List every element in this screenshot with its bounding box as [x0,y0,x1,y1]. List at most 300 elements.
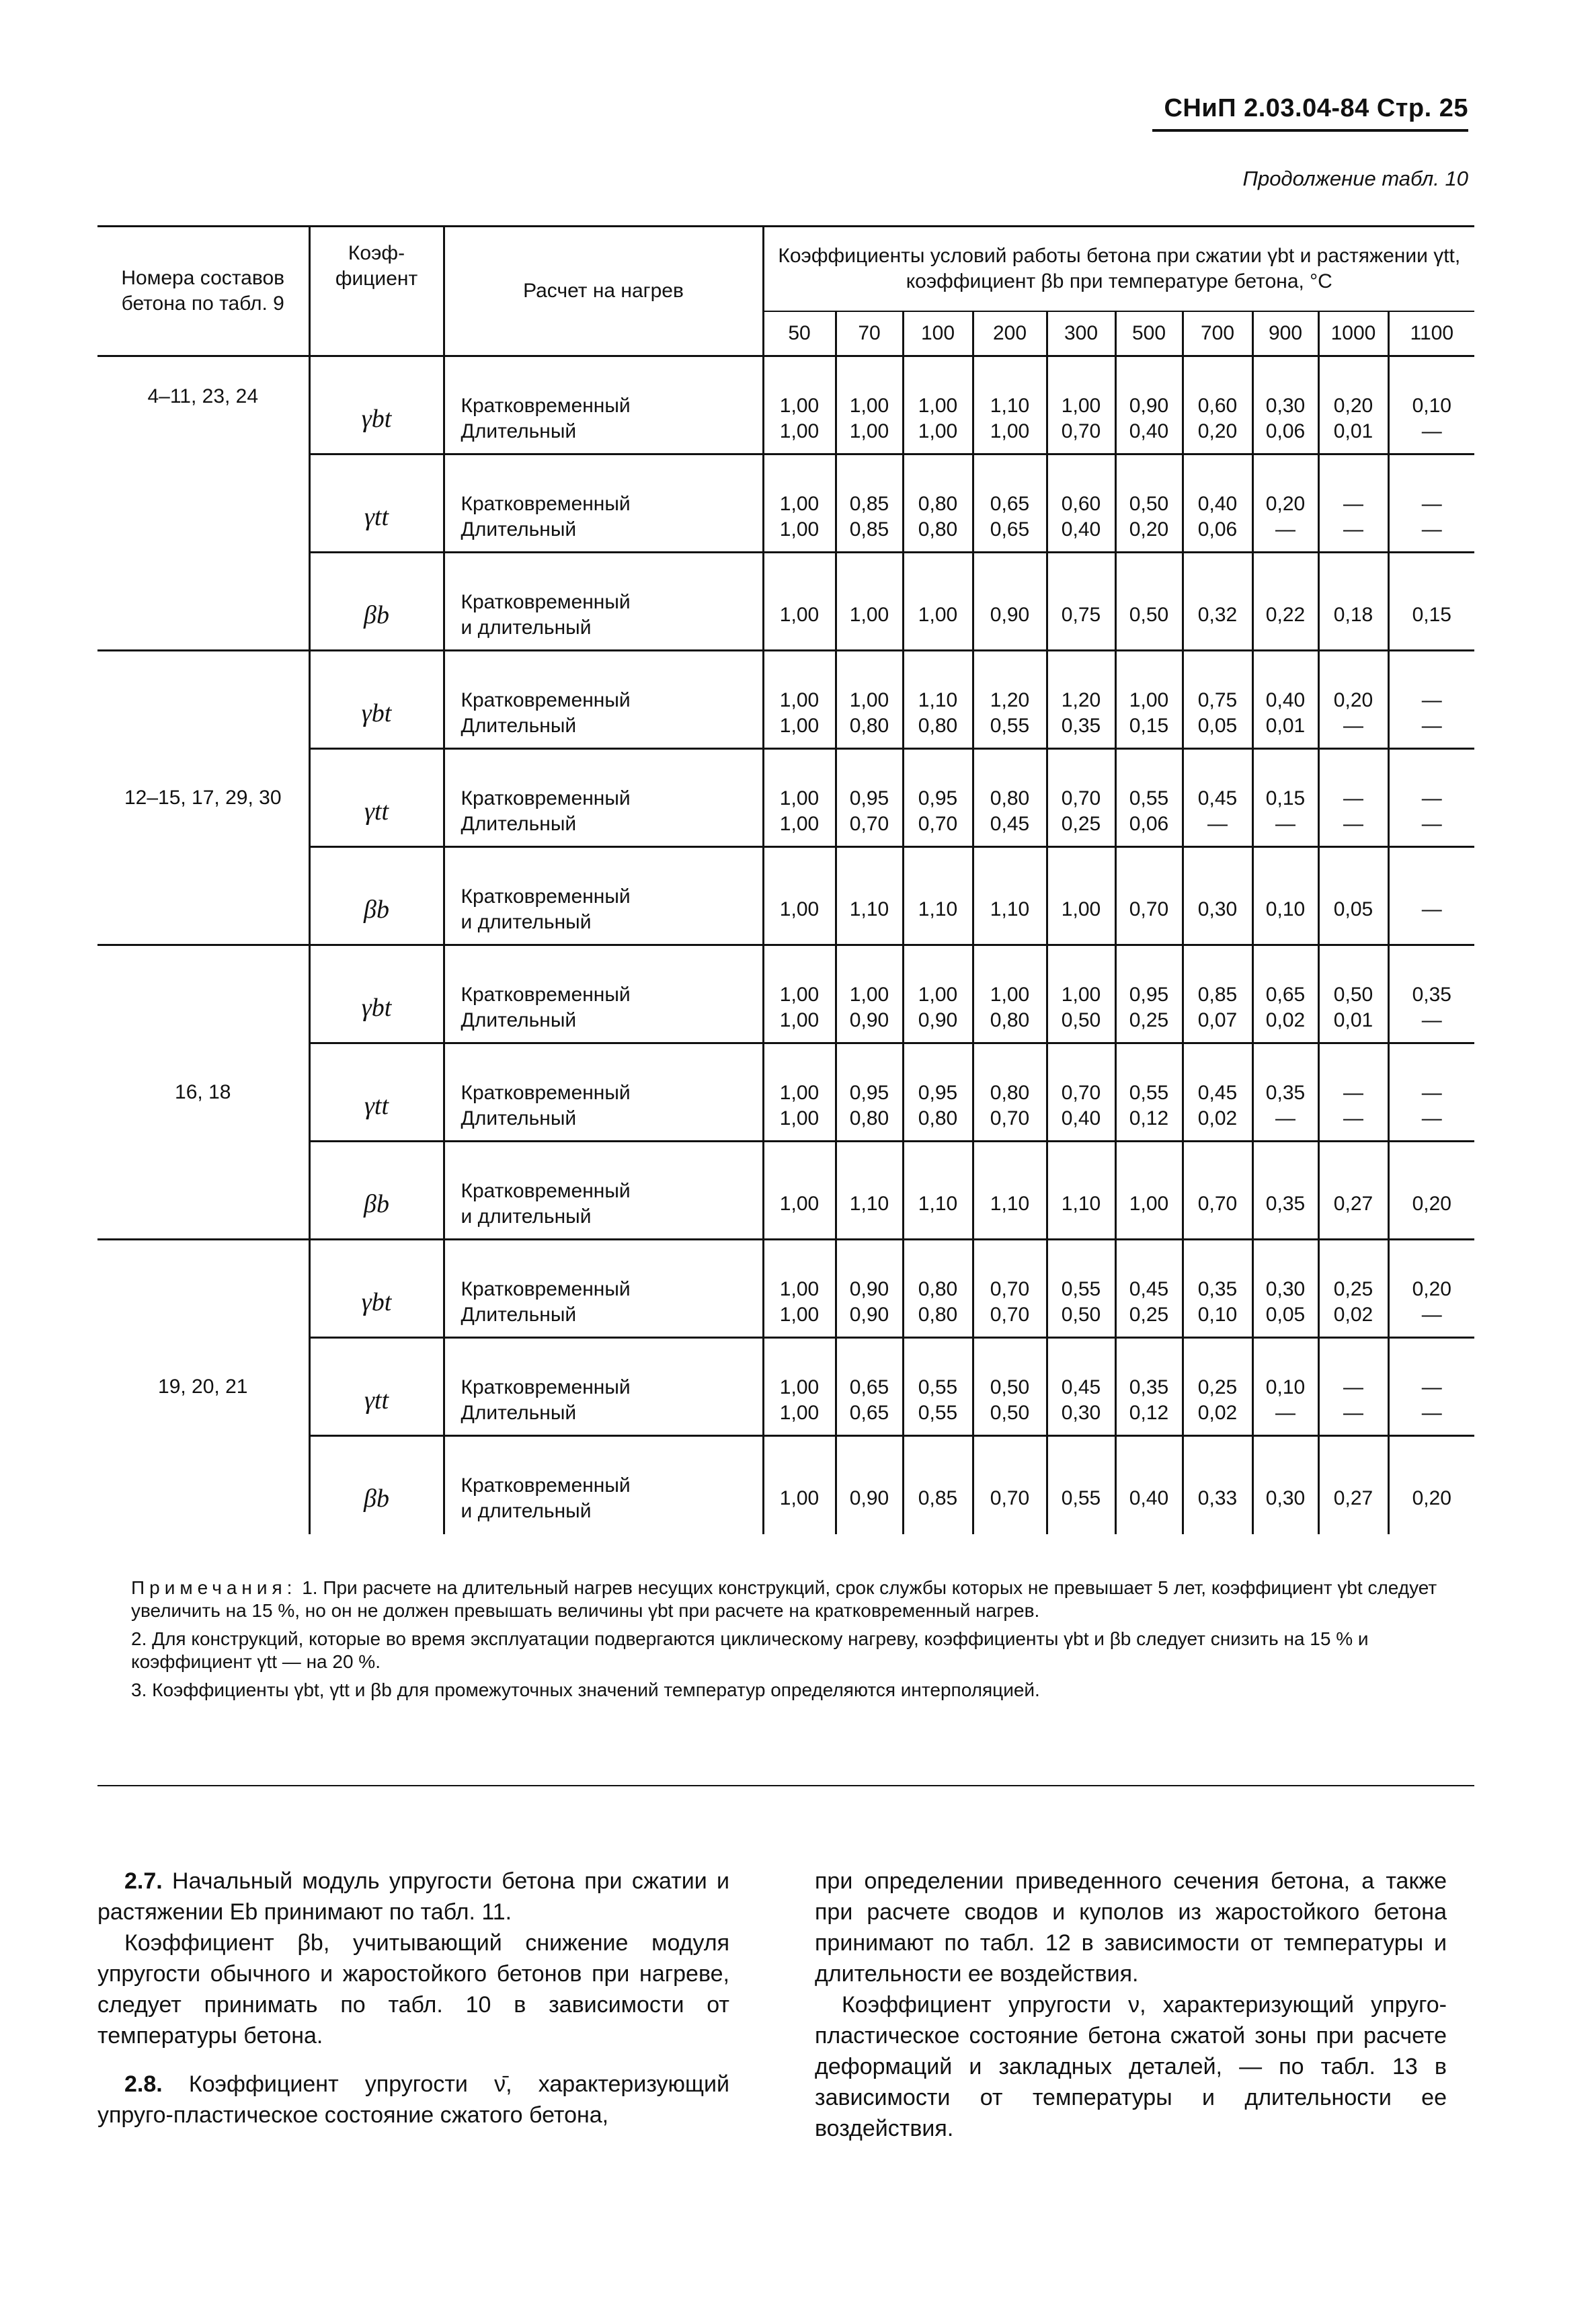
value-short: 0,20 [1412,1277,1451,1300]
value-cell [1183,553,1252,651]
value-long: 0,12 [1129,1401,1169,1424]
value-cell [1047,749,1115,847]
value-long: 0,01 [1333,420,1373,442]
value-short: 1,00 [918,394,958,417]
value-short: 1,20 [1061,688,1101,711]
calc-line-2: и длительный [461,910,592,933]
value-cell [973,847,1047,945]
value-cell [1318,945,1388,1043]
value-cell [1318,553,1388,651]
value-short: 0,20 [1412,1192,1451,1215]
value-long: 0,70 [849,812,889,835]
value-short: 0,95 [918,1081,958,1104]
composition-cell: 16, 18 [97,945,309,1240]
value-cell [1115,1142,1183,1240]
calc-line-2: Длительный [461,1303,577,1326]
value-cell [1047,454,1115,553]
value-cell [836,1043,903,1142]
value-long: 0,40 [1129,420,1169,442]
value-cell [836,1142,903,1240]
value-short: 0,70 [1061,1081,1101,1104]
value-short: 0,75 [1197,688,1238,711]
calc-line-1: Кратковременный [461,1474,631,1497]
value-long: 0,80 [990,1008,1030,1031]
paragraph-2-7: 2.7. Начальный модуль упругости бетона при сжатии и растяжении Eb принимают по табл. 11. [97,1868,729,1925]
value-short: — [1421,787,1442,809]
value-cell [973,651,1047,749]
value-long: 0,35 [1061,714,1101,737]
value-long: — [1343,1107,1363,1129]
value-long: 1,00 [779,812,820,835]
value-cell [1388,749,1474,847]
value-short: 1,00 [990,983,1030,1006]
value-long: — [1343,1401,1363,1424]
coefficient-symbol: βb [309,1142,444,1240]
value-short: 1,10 [990,898,1030,920]
right-column [815,1866,1447,2144]
value-cell [1183,356,1252,454]
table-row [97,651,1474,749]
calc-line-2: Длительный [461,518,577,541]
table-row [97,945,1474,1043]
value-cell [973,1436,1047,1534]
value-cell [836,1240,903,1338]
value-short: 0,40 [1197,492,1238,515]
coefficient-symbol: γbt [309,651,444,749]
header-underline [1152,129,1468,132]
coefficient-symbol: γbt [309,1240,444,1338]
value-cell [1047,553,1115,651]
value-long: 0,50 [1061,1008,1101,1031]
value-long: 0,50 [990,1401,1030,1424]
page-header-ref: СНиП 2.03.04-84 Стр. 25 [1164,94,1468,122]
value-short: 0,15 [1265,787,1306,809]
coefficient-symbol: γtt [309,1043,444,1142]
value-long: 0,06 [1265,420,1306,442]
value-short: 0,55 [1129,1081,1169,1104]
composition-cell: 19, 20, 21 [158,1376,248,1398]
value-long: 0,12 [1129,1107,1169,1129]
value-short: 0,10 [1412,394,1451,417]
coefficient-symbol: γtt [309,749,444,847]
value-short: 1,10 [849,1192,889,1215]
value-cell [1183,454,1252,553]
value-long: 0,80 [849,1107,889,1129]
value-cell [1388,1436,1474,1534]
value-long: 0,05 [1265,1303,1306,1326]
value-cell [836,553,903,651]
value-cell [1115,1240,1183,1338]
value-short: 1,00 [779,492,820,515]
value-cell [1318,651,1388,749]
calc-type [444,749,763,847]
value-short: 1,00 [1061,983,1101,1006]
composition-cell: 12–15, 17, 29, 30 [97,651,309,945]
table-10 [97,227,1474,1534]
value-short: 0,95 [1129,983,1169,1006]
value-long: 0,80 [918,714,958,737]
value-cell [903,356,973,454]
value-short: 1,10 [849,898,889,920]
value-cell [1318,1142,1388,1240]
value-short: 0,70 [1197,1192,1238,1215]
value-long: — [1343,714,1363,737]
value-short: 0,45 [1061,1376,1101,1398]
value-short: 0,35 [1197,1277,1238,1300]
value-short: 0,27 [1333,1192,1373,1215]
value-short: 1,10 [918,1192,958,1215]
value-cell [1252,553,1318,651]
value-long: 0,70 [918,812,958,835]
value-cell [1388,651,1474,749]
notes-label: Примечания: [131,1577,297,1598]
calc-line-2: и длительный [461,1500,592,1523]
value-cell [836,749,903,847]
value-short: 0,33 [1197,1487,1238,1510]
value-long: 1,00 [779,1008,820,1031]
temperature-header: 300 [1047,311,1115,356]
value-short: 0,75 [1061,603,1101,626]
value-cell [1183,749,1252,847]
header-coefficient: Коэф-фициент [309,227,444,356]
value-short: 0,50 [1129,603,1169,626]
value-long: 0,80 [918,518,958,541]
value-cell [1115,553,1183,651]
temperature-header: 70 [836,311,903,356]
value-cell [836,356,903,454]
value-cell [763,651,836,749]
table-row [97,1240,1474,1338]
temperature-header: 500 [1115,311,1183,356]
value-cell [763,553,836,651]
value-cell [1388,1142,1474,1240]
value-long: 1,00 [779,420,820,442]
value-cell [903,553,973,651]
calc-line-2: Длительный [461,420,577,442]
calc-line-1: Кратковременный [461,983,631,1006]
value-short: — [1421,688,1442,711]
value-long: 0,80 [849,714,889,737]
calc-type [444,1338,763,1436]
value-cell [903,1142,973,1240]
value-long: 0,25 [1061,812,1101,835]
calc-type [444,1436,763,1534]
notes-bottom-rule [97,1785,1474,1786]
coefficient-symbol: γtt [309,1338,444,1436]
temperature-header: 200 [973,311,1047,356]
value-long: 0,07 [1197,1008,1238,1031]
value-cell [973,749,1047,847]
value-short: 0,45 [1197,1081,1238,1104]
value-short: 0,10 [1265,1376,1306,1398]
value-short: 1,00 [918,603,958,626]
value-cell [763,847,836,945]
value-long: 0,02 [1265,1008,1306,1031]
value-cell [1388,356,1474,454]
value-long: 1,00 [849,420,889,442]
value-cell [1047,847,1115,945]
header-composition: Номера составов бетона по табл. 9 [97,227,309,356]
value-short: 0,60 [1061,492,1101,515]
value-long: 1,00 [779,1107,820,1129]
calc-type [444,454,763,553]
value-cell [973,945,1047,1043]
value-cell [1183,945,1252,1043]
value-long: 1,00 [779,1303,820,1326]
value-cell [903,749,973,847]
value-long: 0,70 [1061,420,1101,442]
value-cell [1388,1240,1474,1338]
value-short: 0,50 [1333,983,1373,1006]
value-short: 0,95 [918,787,958,809]
value-cell [1252,356,1318,454]
value-long: 1,00 [779,518,820,541]
value-long: 0,20 [1197,420,1238,442]
value-long: 0,80 [918,1303,958,1326]
value-short: 1,10 [990,1192,1030,1215]
value-short: — [1421,492,1442,515]
value-cell [1318,749,1388,847]
value-long: 1,00 [779,1401,820,1424]
value-cell [836,651,903,749]
calc-line-1: Кратковременный [461,590,631,613]
value-long: — [1421,1303,1442,1326]
value-cell [1183,847,1252,945]
value-cell [836,454,903,553]
value-short: 0,20 [1333,688,1373,711]
value-short: 0,95 [849,787,889,809]
value-cell [763,454,836,553]
calc-type [444,651,763,749]
value-cell [1252,1240,1318,1338]
value-short: 0,30 [1265,1487,1306,1510]
value-cell [1252,749,1318,847]
value-short: 1,00 [779,688,820,711]
value-short: — [1343,1376,1363,1398]
value-long: 0,85 [849,518,889,541]
value-cell [1183,1338,1252,1436]
value-short: — [1421,898,1442,920]
value-cell [903,847,973,945]
value-cell [836,1436,903,1534]
note-3: 3. Коэффициенты γbt, γtt и βb для промежуточных значений температур определяются интерполяцией. [131,1679,1040,1700]
value-cell [1318,1436,1388,1534]
value-cell [1388,847,1474,945]
value-short: 1,00 [779,983,820,1006]
temperature-header: 100 [903,311,973,356]
calc-line-1: Кратковременный [461,394,631,417]
value-short: 1,10 [1061,1192,1101,1215]
value-short: 0,22 [1265,603,1306,626]
value-long: 0,25 [1129,1008,1169,1031]
value-short: 0,25 [1333,1277,1373,1300]
value-short: 0,35 [1129,1376,1169,1398]
value-long: 0,40 [1061,1107,1101,1129]
value-short: 0,27 [1333,1487,1373,1510]
value-short: 0,50 [990,1376,1030,1398]
value-cell [973,1142,1047,1240]
calc-type [444,1142,763,1240]
coefficient-symbol: βb [309,1436,444,1534]
value-short: 0,35 [1265,1081,1306,1104]
calc-line-2: Длительный [461,714,577,737]
value-long: 1,00 [779,714,820,737]
value-long: 1,00 [990,420,1030,442]
value-cell [973,1240,1047,1338]
value-short: 1,00 [1129,688,1169,711]
value-cell [1252,1436,1318,1534]
value-cell [1183,1436,1252,1534]
value-cell [1183,1142,1252,1240]
calc-line-1: Кратковременный [461,688,631,711]
value-cell [973,553,1047,651]
value-cell [903,1338,973,1436]
value-cell [1388,454,1474,553]
value-long: 0,55 [918,1401,958,1424]
value-cell [903,1043,973,1142]
calc-line-1: Кратковременный [461,1179,631,1202]
value-short: 1,00 [849,603,889,626]
value-long: 0,06 [1197,518,1238,541]
coefficient-symbol: βb [309,553,444,651]
value-cell [1252,1043,1318,1142]
value-long: 0,20 [1129,518,1169,541]
value-cell [1047,1338,1115,1436]
temperature-header: 900 [1252,311,1318,356]
value-short: 0,45 [1197,787,1238,809]
value-short: 0,55 [1061,1277,1101,1300]
value-long: — [1421,1107,1442,1129]
value-short: 1,00 [779,898,820,920]
value-short: — [1343,1081,1363,1104]
value-cell [1318,1043,1388,1142]
value-long: — [1421,1008,1442,1031]
value-short: 0,90 [1129,394,1169,417]
value-short: 0,05 [1333,898,1373,920]
value-short: 0,18 [1333,603,1373,626]
temperature-header: 700 [1183,311,1252,356]
value-cell [1047,1436,1115,1534]
value-cell [973,1338,1047,1436]
value-long: 0,15 [1129,714,1169,737]
value-cell [903,651,973,749]
value-cell [1047,1142,1115,1240]
value-short: 1,00 [779,1277,820,1300]
value-cell [1252,1142,1318,1240]
value-short: 1,00 [779,1081,820,1104]
calc-type [444,945,763,1043]
value-short: 1,00 [849,394,889,417]
value-short: 1,20 [990,688,1030,711]
value-cell [763,749,836,847]
value-short: 1,00 [779,787,820,809]
value-cell [1115,1436,1183,1534]
value-long: 0,10 [1197,1303,1238,1326]
value-cell [1252,847,1318,945]
value-short: 0,65 [849,1376,889,1398]
table-row [97,356,1474,454]
value-short: 0,65 [990,492,1030,515]
value-long: — [1421,714,1442,737]
calc-type [444,1240,763,1338]
value-short: 0,65 [1265,983,1306,1006]
paragraph-right-2: Коэффициент упругости ν, характеризующий упруго-пластическое состояние бетона сжатой зоны при расчете деформаций и закладных деталей, — по табл. 13 в зависимости от температуры и длительности ее воздействия. [815,1992,1447,2141]
value-short: 0,15 [1412,603,1451,626]
value-cell [1318,454,1388,553]
value-short: 1,00 [849,688,889,711]
value-short: 1,10 [918,898,958,920]
value-short: 0,80 [918,1277,958,1300]
value-short: — [1343,787,1363,809]
value-long: — [1343,812,1363,835]
value-long: — [1421,1401,1442,1424]
value-short: 0,40 [1129,1487,1169,1510]
value-cell [1252,651,1318,749]
coefficient-symbol: βb [309,847,444,945]
value-short: 1,00 [1129,1192,1169,1215]
value-short: 1,00 [849,983,889,1006]
value-short: 1,10 [918,688,958,711]
calc-type [444,356,763,454]
value-cell [763,1240,836,1338]
calc-line-1: Кратковременный [461,1277,631,1300]
value-long: 0,25 [1129,1303,1169,1326]
value-cell [836,1338,903,1436]
value-cell [1115,945,1183,1043]
value-short: 0,85 [1197,983,1238,1006]
value-short: — [1421,1376,1442,1398]
value-cell [903,454,973,553]
value-short: 0,20 [1333,394,1373,417]
value-short: 0,50 [1129,492,1169,515]
value-long: 0,02 [1333,1303,1373,1326]
value-long: — [1275,1107,1295,1129]
value-cell [973,356,1047,454]
value-cell [763,945,836,1043]
temperature-header: 1100 [1388,311,1474,356]
value-cell [1115,1338,1183,1436]
value-short: 1,00 [779,394,820,417]
value-short: 0,85 [849,492,889,515]
calc-line-2: Длительный [461,812,577,835]
value-cell [1318,1338,1388,1436]
note-1: Примечания: 1. При расчете на длительный нагрев несущих конструкций, срок службы которых не превышает 5 лет, коэффициент γbt следует увеличить на 15 %, но он не должен превышать величины γbt при расчете на кратковременный нагрев. [131,1577,1437,1621]
value-long: 0,90 [918,1008,958,1031]
value-long: — [1207,812,1228,835]
value-long: 0,65 [990,518,1030,541]
value-long: 0,55 [990,714,1030,737]
calc-line-2: и длительный [461,616,592,639]
value-short: 0,90 [849,1487,889,1510]
value-long: — [1421,518,1442,541]
value-cell [1047,1043,1115,1142]
value-short: 0,20 [1265,492,1306,515]
temperature-header: 50 [763,311,836,356]
value-long: 1,00 [918,420,958,442]
calc-line-1: Кратковременный [461,1081,631,1104]
value-long: 0,30 [1061,1401,1101,1424]
value-short: 0,80 [990,1081,1030,1104]
value-cell [973,1043,1047,1142]
header-calc: Расчет на нагрев [444,227,763,356]
value-short: 0,40 [1265,688,1306,711]
value-cell [1047,356,1115,454]
value-long: — [1343,518,1363,541]
value-cell [1388,1043,1474,1142]
value-cell [1047,945,1115,1043]
value-short: 1,00 [779,1192,820,1215]
value-cell [1115,651,1183,749]
